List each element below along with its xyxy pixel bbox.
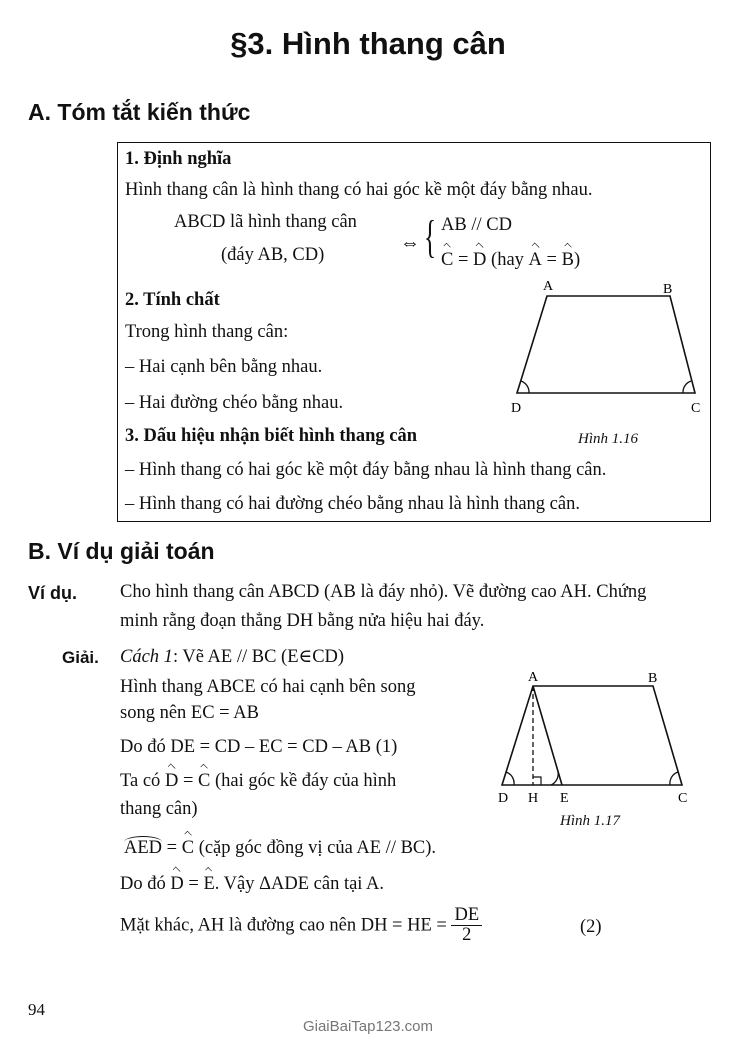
sign-1: – Hình thang có hai góc kề một đáy bằng nhau là hình thang cân. [125, 460, 607, 480]
fraction-de-2 [451, 906, 482, 946]
step-5 [120, 874, 384, 895]
equivalence-symbol: ⇔ [400, 232, 420, 254]
s5-pre: Do đó [120, 874, 171, 894]
equation-tag-2: (2) [580, 917, 602, 937]
label-h: H [528, 791, 539, 806]
page-title: §3. Hình thang cân [230, 26, 506, 61]
angle-mark-e [551, 772, 558, 785]
figure-1-17 [490, 668, 700, 808]
definition-heading: 1. Định nghĩa [125, 149, 232, 169]
s3-eq: = [178, 771, 198, 791]
method-name: Cách 1 [120, 647, 173, 667]
angle-e: E [203, 874, 215, 894]
property-2: – Hai đường chéo bằng nhau. [125, 393, 344, 413]
step-1b: song nên EC = AB [120, 703, 259, 723]
example-line-2: minh rằng đoạn thẳng DH bằng nửa hiệu hai đáy. [120, 611, 485, 631]
s4-eq: = [162, 838, 182, 858]
angle-d: D [473, 250, 487, 270]
step-1a: Hình thang ABCE có hai cạnh bên song [120, 677, 416, 697]
label-d: D [498, 791, 509, 806]
angle-a: A [528, 250, 542, 270]
definition-left-2: (đáy AB, CD) [221, 245, 325, 265]
label-a: A [543, 279, 554, 294]
angle-aed: AED [124, 838, 163, 858]
figure-1-16 [505, 278, 705, 428]
angle-mark-d [506, 772, 514, 785]
definition-text: Hình thang cân là hình thang có hai góc kề một đáy bằng nhau. [125, 180, 593, 200]
property-1: – Hai cạnh bên bằng nhau. [125, 357, 323, 377]
s6-pre: Mặt khác, AH là đường cao nên DH = HE = [120, 915, 452, 936]
figure-1-17-caption: Hình 1.17 [560, 813, 620, 829]
step-3b: thang cân) [120, 799, 198, 819]
example-line-1: Cho hình thang cân ABCD (AB là đáy nhỏ). Vẽ đường cao AH. Chứng [120, 582, 647, 602]
trapezoid-abcd [517, 296, 695, 393]
method-text: : Vẽ AE // BC (E∈CD) [172, 647, 345, 667]
solution-method [120, 646, 344, 668]
s4-post: (cặp góc đồng vị của AE // BC). [194, 838, 437, 858]
section-a-heading: A. Tóm tắt kiến thức [28, 99, 251, 125]
angle-c: C [198, 771, 211, 791]
sign-2: – Hình thang có hai đường chéo bằng nhau là hình thang cân. [125, 494, 580, 514]
s5-post: . Vậy ΔADE cân tại A. [214, 874, 385, 894]
angle-c: C [441, 250, 454, 270]
definition-left-1: ABCD lã hình thang cân [174, 212, 357, 232]
label-b: B [663, 282, 673, 297]
right-angle-mark [533, 777, 541, 785]
brace-icon: { [424, 211, 437, 262]
trapezoid-abcd [502, 686, 682, 785]
s3-post: (hai góc kề đáy của hình [210, 771, 397, 791]
s5-eq: = [183, 874, 204, 894]
step-3a [120, 771, 396, 792]
step-2: Do đó DE = CD – EC = CD – AB (1) [120, 737, 398, 757]
angle-mark-c [670, 772, 678, 785]
s3-pre: Ta có [120, 771, 165, 791]
angle-c: C [181, 838, 195, 858]
property-heading: 2. Tính chất [125, 290, 220, 310]
label-e: E [560, 791, 569, 806]
label-b: B [648, 671, 658, 686]
condition-2 [441, 250, 580, 271]
eq: = [453, 250, 474, 270]
angle-mark-d [521, 381, 529, 393]
label-a: A [528, 670, 539, 685]
angle-mark-c [683, 381, 691, 393]
section-b-heading: B. Ví dụ giải toán [28, 538, 215, 564]
watermark: GiaiBaiTap123.com [302, 1018, 434, 1035]
close-paren: ) [573, 250, 581, 270]
solution-label: Giải. [62, 648, 99, 667]
angle-d: D [164, 771, 179, 791]
eq2: = [541, 250, 562, 270]
page-number: 94 [28, 1000, 45, 1019]
angle-d: D [170, 874, 184, 894]
label-c: C [678, 791, 688, 806]
angle-b: B [561, 250, 574, 270]
figure-1-16-caption: Hình 1.16 [578, 431, 638, 447]
sign-heading: 3. Dấu hiệu nhận biết hình thang cân [125, 426, 417, 446]
step-4 [124, 836, 436, 859]
numerator: DE [451, 906, 482, 926]
step-6 [120, 906, 482, 946]
hay: (hay [486, 250, 529, 270]
label-d: D [511, 401, 522, 416]
segment-ae [533, 686, 562, 785]
denominator: 2 [462, 925, 472, 946]
condition-1: AB // CD [441, 215, 512, 235]
label-c: C [691, 401, 701, 416]
property-intro: Trong hình thang cân: [125, 322, 289, 342]
example-label: Ví dụ. [28, 583, 77, 603]
